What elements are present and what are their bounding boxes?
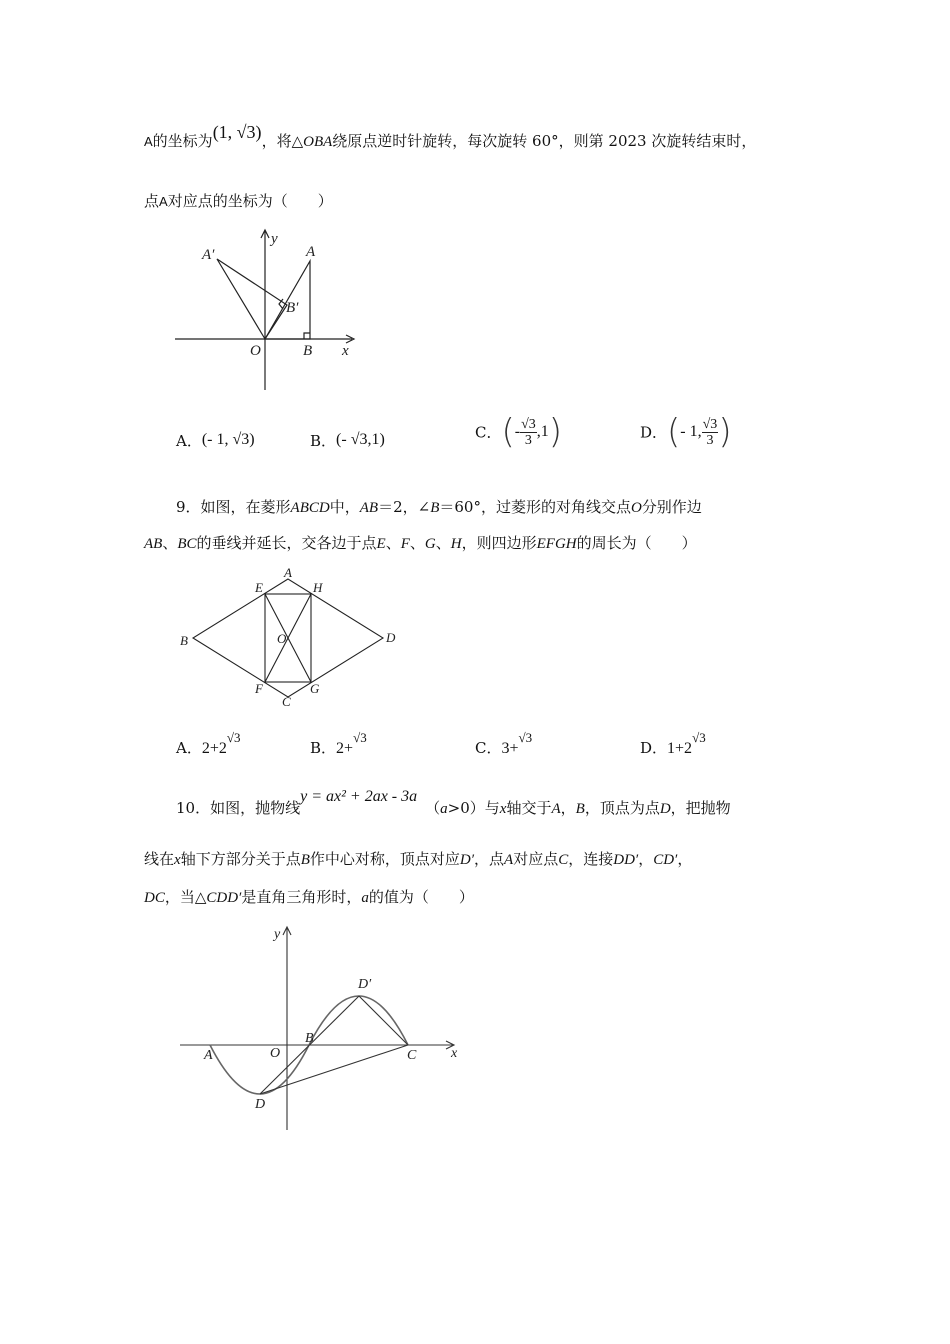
q10-var: A	[551, 801, 561, 817]
q10-var: x	[174, 852, 181, 868]
option-value: 2+	[336, 740, 354, 757]
q10-text: ，当△	[164, 888, 207, 906]
q8-text: 对应点的坐标为（ ）	[167, 192, 333, 210]
option-value: 1+2	[667, 740, 693, 757]
q9-text: 分别作边	[641, 498, 702, 516]
q10-line-2	[144, 848, 692, 869]
q9-text: ，则四边形	[461, 534, 537, 552]
q10-var: CDD′	[206, 890, 242, 906]
numerator: √3	[521, 416, 536, 432]
q8-coord: (1, √3)	[212, 122, 262, 142]
q10-text: 轴下方部分关于点	[180, 850, 301, 868]
q10-var: CD′	[653, 852, 678, 868]
q9-option-d[interactable]	[640, 730, 706, 758]
q8-triangle-name: OBA	[303, 134, 333, 150]
q10-var: DD′	[613, 852, 639, 868]
label-x: x	[451, 1046, 458, 1061]
option-label: B．	[310, 432, 337, 450]
q8-option-d[interactable]	[640, 412, 732, 452]
q9-option-c[interactable]	[475, 730, 533, 758]
option-label: D．	[640, 423, 668, 442]
q8-point-a: A	[159, 194, 168, 209]
option-rest: ,1	[536, 423, 549, 440]
q10-var: C	[558, 852, 569, 868]
q8-text: 点	[144, 192, 160, 210]
q10-text: 对应点	[513, 850, 559, 868]
q10-var: D′	[459, 852, 475, 868]
q10-text: 是直角三角形时，	[241, 888, 362, 906]
option-label: A．	[176, 432, 202, 450]
segment-dc	[260, 1045, 408, 1094]
q8-option-c[interactable]	[475, 412, 562, 452]
q9-var: O	[630, 500, 642, 516]
option-label: B．	[310, 739, 337, 757]
label-c: C	[282, 694, 291, 709]
label-b: B	[180, 633, 188, 648]
paren-right: )	[548, 412, 563, 452]
paren-right: )	[718, 412, 732, 452]
label-e: E	[255, 580, 263, 595]
parabola-reflected-part	[309, 996, 408, 1045]
q8-text: 绕原点逆时针旋转，每次旋转 60°，则第 2023 次旋转结束时，	[332, 132, 757, 150]
q9-text: 9．如图，在菱形	[176, 498, 291, 516]
option-label: A．	[176, 739, 202, 757]
label-h: H	[313, 580, 323, 595]
label-a: A	[284, 565, 292, 580]
q9-var: H	[450, 536, 462, 552]
q9-text: 、	[385, 534, 401, 552]
q9-line-1	[176, 496, 702, 517]
label-b: B	[305, 1031, 314, 1046]
option-label: D．	[640, 739, 668, 757]
q9-text: 、	[435, 534, 451, 552]
q10-text: 线在	[144, 850, 175, 868]
q10-var: B	[575, 801, 585, 817]
label-b: B	[303, 343, 313, 359]
q9-var: G	[424, 536, 436, 552]
q9-text: 、	[162, 534, 178, 552]
q10-var: A	[504, 852, 514, 868]
q10-var: DC	[144, 890, 165, 906]
q10-text: （	[425, 799, 441, 817]
label-y: y	[271, 231, 278, 247]
q9-var: ABCD	[290, 500, 330, 516]
label-b1: B′	[286, 300, 299, 316]
option-value: 2+2	[201, 740, 227, 757]
q10-text: 10．如图，抛物线	[176, 799, 301, 817]
q9-option-b[interactable]	[310, 730, 367, 758]
q9-figure	[170, 565, 410, 715]
paren-left: (	[667, 412, 681, 452]
option-label: C．	[475, 423, 502, 442]
q10-var: a	[361, 890, 369, 906]
q9-text: 、	[409, 534, 425, 552]
option-rest: - 1,	[680, 423, 702, 440]
option-fraction	[520, 417, 537, 448]
q10-var: a	[440, 801, 448, 817]
q9-line-2	[144, 532, 697, 553]
label-a1: A′	[202, 247, 215, 263]
q9-text: ＝2，∠	[378, 498, 431, 516]
q9-text: ＝60°，过菱形的对角线交点	[439, 498, 631, 516]
q10-text: ，	[677, 850, 693, 868]
q9-var: E	[376, 536, 386, 552]
option-label: C．	[475, 739, 502, 757]
q10-text: >0）与	[447, 799, 500, 817]
paren-left: (	[501, 412, 515, 452]
option-sqrt: √3	[518, 730, 533, 745]
q10-line-3	[144, 886, 474, 907]
q10-text: ，	[638, 850, 654, 868]
option-sqrt: √3	[692, 730, 706, 745]
option-sqrt: √3	[226, 730, 241, 745]
q8-line-1	[144, 122, 757, 151]
q9-var: F	[400, 536, 410, 552]
q9-var: B	[430, 500, 440, 516]
option-fraction	[702, 417, 719, 448]
label-d1: D′	[358, 977, 372, 992]
q10-text: ，把抛物	[670, 799, 731, 817]
q10-text: ，顶点为点	[584, 799, 660, 817]
q10-var: D	[659, 801, 671, 817]
option-value: (- 1, √3)	[201, 431, 255, 448]
label-f: F	[255, 681, 263, 696]
q10-text: 轴交于	[506, 799, 552, 817]
right-angle-b	[304, 333, 310, 339]
q10-var: B	[300, 852, 310, 868]
label-y: y	[274, 927, 281, 942]
q9-text: 中，	[329, 498, 360, 516]
q8-option-a[interactable]	[176, 430, 255, 451]
q8-point-a: A	[144, 134, 153, 149]
triangle-oba-rotated	[217, 259, 287, 339]
option-sign: -	[514, 423, 521, 440]
label-x: x	[342, 343, 349, 359]
label-d: D	[386, 630, 396, 645]
q8-text: ，将△	[261, 132, 304, 150]
q9-var: AB	[359, 500, 379, 516]
label-o: O	[270, 1046, 281, 1061]
q9-option-a[interactable]	[176, 730, 241, 758]
q8-line-2	[144, 190, 333, 211]
option-sqrt: √3	[353, 730, 367, 745]
option-value: (- √3,1)	[336, 431, 385, 448]
denominator: 3	[524, 432, 532, 448]
q10-text: ，点	[474, 850, 505, 868]
denominator: 3	[706, 432, 714, 448]
segment-d1c	[359, 996, 408, 1045]
label-d: D	[255, 1097, 266, 1112]
q10-text: 的值为（ ）	[368, 888, 474, 906]
q9-var: AB	[144, 536, 163, 552]
label-a: A	[306, 244, 316, 260]
q8-option-b[interactable]	[310, 430, 385, 451]
parabola-lower-part	[210, 1045, 309, 1094]
q10-text: ，连接	[568, 850, 614, 868]
q10-text: 作中心对称，顶点对应	[309, 850, 460, 868]
q9-text: 的垂线并延长，交各边于点	[196, 534, 377, 552]
q10-line-1	[176, 788, 731, 818]
q9-var: EFGH	[536, 536, 577, 552]
q8-figure	[170, 225, 370, 395]
option-value: 3+	[501, 740, 519, 757]
q10-text: ，	[560, 799, 576, 817]
label-o: O	[250, 343, 261, 359]
label-a: A	[204, 1048, 213, 1063]
q10-var: x	[499, 801, 507, 817]
q9-var: BC	[177, 536, 197, 552]
label-g: G	[310, 681, 320, 696]
q10-figure	[170, 920, 470, 1140]
label-c: C	[407, 1048, 417, 1063]
label-o: O	[277, 631, 287, 646]
q10-formula: y = ax² + 2ax - 3a	[300, 788, 418, 805]
q8-text: 的坐标为	[152, 132, 213, 150]
numerator: √3	[702, 416, 718, 432]
q9-text: 的周长为（ ）	[576, 534, 697, 552]
